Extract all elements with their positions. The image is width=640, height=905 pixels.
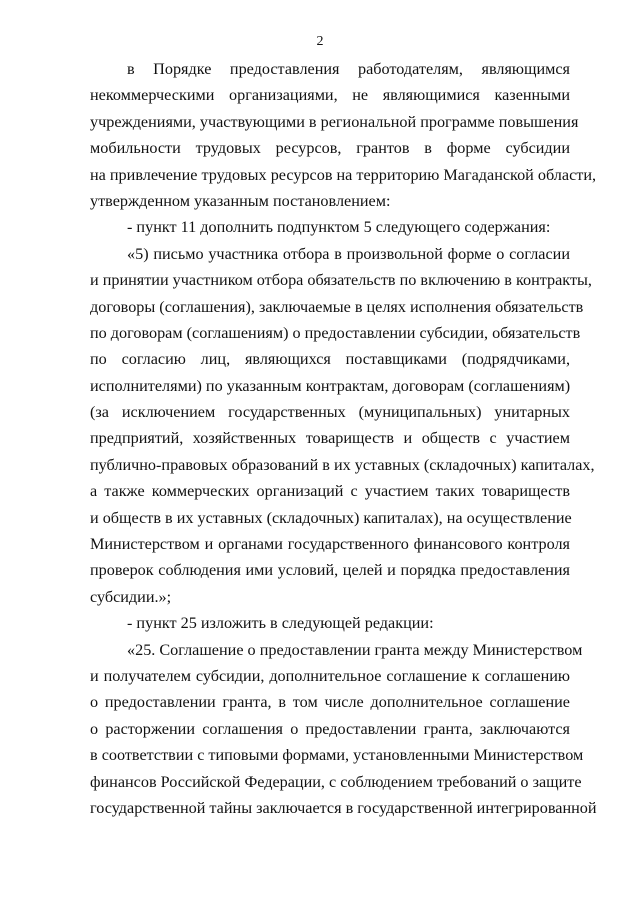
page-number: 2	[316, 34, 324, 49]
text-line: о расторжении соглашения о предоставлении гранта, заключаются	[90, 719, 570, 738]
text-line: и получателем субсидии, дополнительное соглашение к соглашению	[90, 666, 570, 685]
text-line: исполнителями) по указанным контрактам, договорам (соглашениям)	[90, 376, 571, 395]
text-line: и принятии участником отбора обязательств по включению в контракты,	[90, 271, 592, 290]
text-line: утвержденном указанным постановлением:	[90, 191, 391, 210]
document-body	[90, 56, 597, 821]
text-line: а также коммерческих организаций с участием таких товариществ	[90, 482, 570, 501]
text-line: - пункт 25 изложить в следующей редакции:	[127, 614, 434, 633]
text-line: в соответствии с типовыми формами, установленными Министерством	[90, 746, 584, 765]
text-line: в Порядке предоставления работодателям, являющимся	[127, 60, 570, 78]
text-line: учреждениями, участвующими в региональной программе повышения	[90, 112, 579, 131]
text-line: проверок соблюдения ими условий, целей и порядка предоставления	[90, 561, 570, 580]
text-line: о предоставлении гранта, в том числе дополнительное соглашение	[90, 693, 570, 712]
text-line: договоры (соглашения), заключаемые в целях исполнения обязательств	[90, 297, 584, 316]
text-line: финансов Российской Федерации, с соблюдением требований о защите	[90, 772, 582, 791]
text-line: «25. Соглашение о предоставлении гранта между Министерством	[127, 640, 583, 659]
text-line: Министерством и органами государственного финансового контроля	[90, 535, 570, 554]
text-line: некоммерческими организациями, не являющимися казенными	[90, 86, 570, 105]
text-line: - пункт 11 дополнить подпунктом 5 следующего содержания:	[127, 218, 551, 237]
text-line: и обществ в их уставных (складочных) капиталах), на осуществление	[90, 508, 572, 527]
text-line: по договорам (соглашениям) о предоставлении субсидии, обязательств	[90, 323, 581, 342]
text-line: на привлечение трудовых ресурсов на территорию Магаданской области,	[90, 165, 597, 184]
text-line: предприятий, хозяйственных товариществ и обществ с участием	[90, 429, 570, 448]
text-line: «5) письмо участника отбора в произвольной форме о согласии	[127, 244, 570, 263]
text-line: субсидии.»;	[90, 587, 172, 606]
text-line: мобильности трудовых ресурсов, грантов в форме субсидии	[90, 139, 570, 158]
text-line: по согласию лиц, являющихся поставщиками (подрядчиками,	[90, 350, 570, 369]
text-line: (за исключением государственных (муниципальных) унитарных	[90, 403, 570, 422]
text-line: государственной тайны заключается в государственной интегрированной	[90, 798, 597, 817]
text-line: публично-правовых образований в их уставных (складочных) капиталах,	[90, 455, 595, 474]
